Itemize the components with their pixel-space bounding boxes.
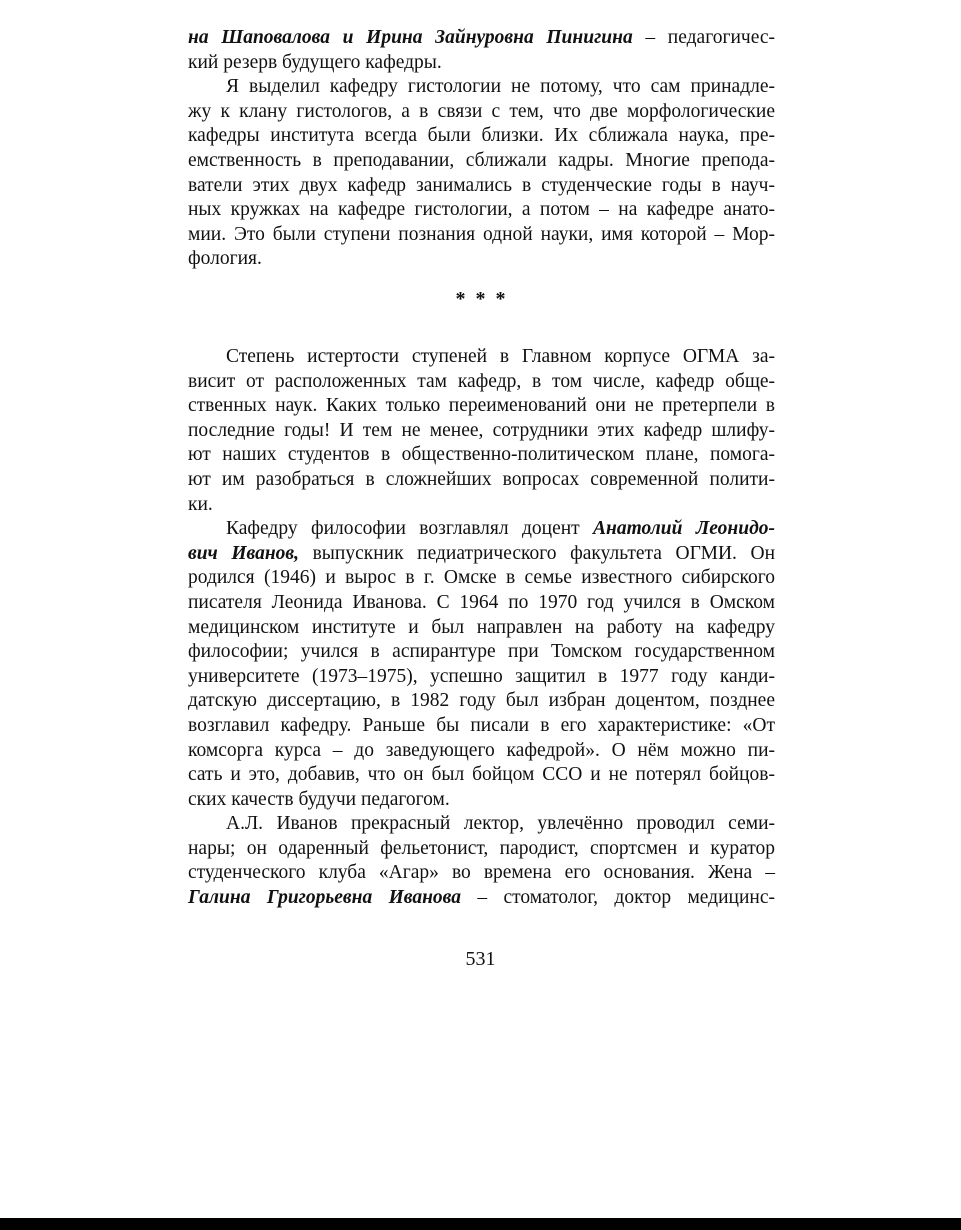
text-line: комсорга курса – до заведующего кафедрой». О нём можно пи- xyxy=(188,739,775,761)
paragraph-group-main xyxy=(188,345,775,911)
text-line: фология. xyxy=(188,248,262,270)
text-line: Галина Григорьевна Иванова – стоматолог, доктор медицинс- xyxy=(188,887,775,909)
text-line: на Шаповалова и Ирина Зайнуровна Пинигина – педагогичес- xyxy=(188,27,776,48)
text-line: студенческого клуба «Агар» во времена его основания. Жена – xyxy=(188,862,775,884)
text-line: мии. Это были ступени познания одной науки, имя которой – Мор- xyxy=(188,223,775,245)
text-line: возглавил кафедру. Раньше бы писали в его характеристике: «От xyxy=(188,714,775,736)
text-line: кафедры института всегда были близки. Их сближала наука, пре- xyxy=(188,125,775,147)
text-line: Я выделил кафедру гистологии не потому, что сам принадле- xyxy=(226,76,775,98)
person-name: Галина Григорьевна Иванова xyxy=(188,887,461,909)
section-separator: *** xyxy=(455,288,516,310)
text-line: ют им разобраться в сложнейших вопросах современной полити- xyxy=(188,468,775,490)
text-line: вич Иванов, выпускник педиатрического факультета ОГМИ. Он xyxy=(188,542,776,564)
text-line: университете (1973–1975), успешно защитил в 1977 году канди- xyxy=(188,665,775,687)
text-line: ственных наук. Каких только переименований они не претерпели в xyxy=(188,395,775,417)
text-line: ских качеств будучи педагогом. xyxy=(188,788,450,810)
text-line: философии; учился в аспирантуре при Томском государственном xyxy=(188,641,775,663)
text-line: датскую диссертацию, в 1982 году был избран доцентом, позднее xyxy=(188,690,775,712)
text-line: ки. xyxy=(188,493,213,515)
text-line: медицинском институте и был направлен на работу на кафедру xyxy=(188,616,775,638)
text-line: последние годы! И тем не менее, сотрудники этих кафедр шлифу- xyxy=(188,419,775,441)
person-name: Анатолий Леонидо- xyxy=(593,518,775,540)
text-line: ватели этих двух кафедр занимались в студенческие годы в науч- xyxy=(188,174,775,196)
paragraph-group-top xyxy=(188,26,775,272)
page-number: 531 xyxy=(465,948,496,970)
text-line: емственность в преподавании, сближали кадры. Многие препода- xyxy=(188,149,775,171)
bottom-border xyxy=(0,1218,961,1230)
person-name: вич Иванов, xyxy=(188,542,300,564)
text-line: Степень истертости ступеней в Главном корпусе ОГМА за- xyxy=(226,346,775,367)
text-line: ют наших студентов в общественно-политическом плане, помога- xyxy=(188,444,775,466)
text-line: А.Л. Иванов прекрасный лектор, увлечённо проводил семи- xyxy=(226,813,775,835)
text-line: кий резерв будущего кафедры. xyxy=(188,51,442,73)
text-line: Кафедру философии возглавлял доцент Анатолий Леонидо- xyxy=(226,518,775,540)
text-line: ных кружках на кафедре гистологии, а потом – на кафедре анато- xyxy=(188,199,775,221)
text-line: жу к клану гистологов, а в связи с тем, что две морфологические xyxy=(188,100,775,122)
text-line: писателя Леонида Иванова. С 1964 по 1970 год учился в Омском xyxy=(188,591,775,613)
text-line: нары; он одаренный фельетонист, пародист, спортсмен и куратор xyxy=(188,837,775,859)
person-name: на Шаповалова и Ирина Зайнуровна Пинигина xyxy=(188,27,633,48)
text-line: висит от расположенных там кафедр, в том числе, кафедр обще- xyxy=(188,370,775,392)
text-line: сать и это, добавив, что он был бойцом ССО и не потерял бойцов- xyxy=(188,764,775,786)
text-line: родился (1946) и вырос в г. Омске в семье известного сибирского xyxy=(188,567,775,589)
